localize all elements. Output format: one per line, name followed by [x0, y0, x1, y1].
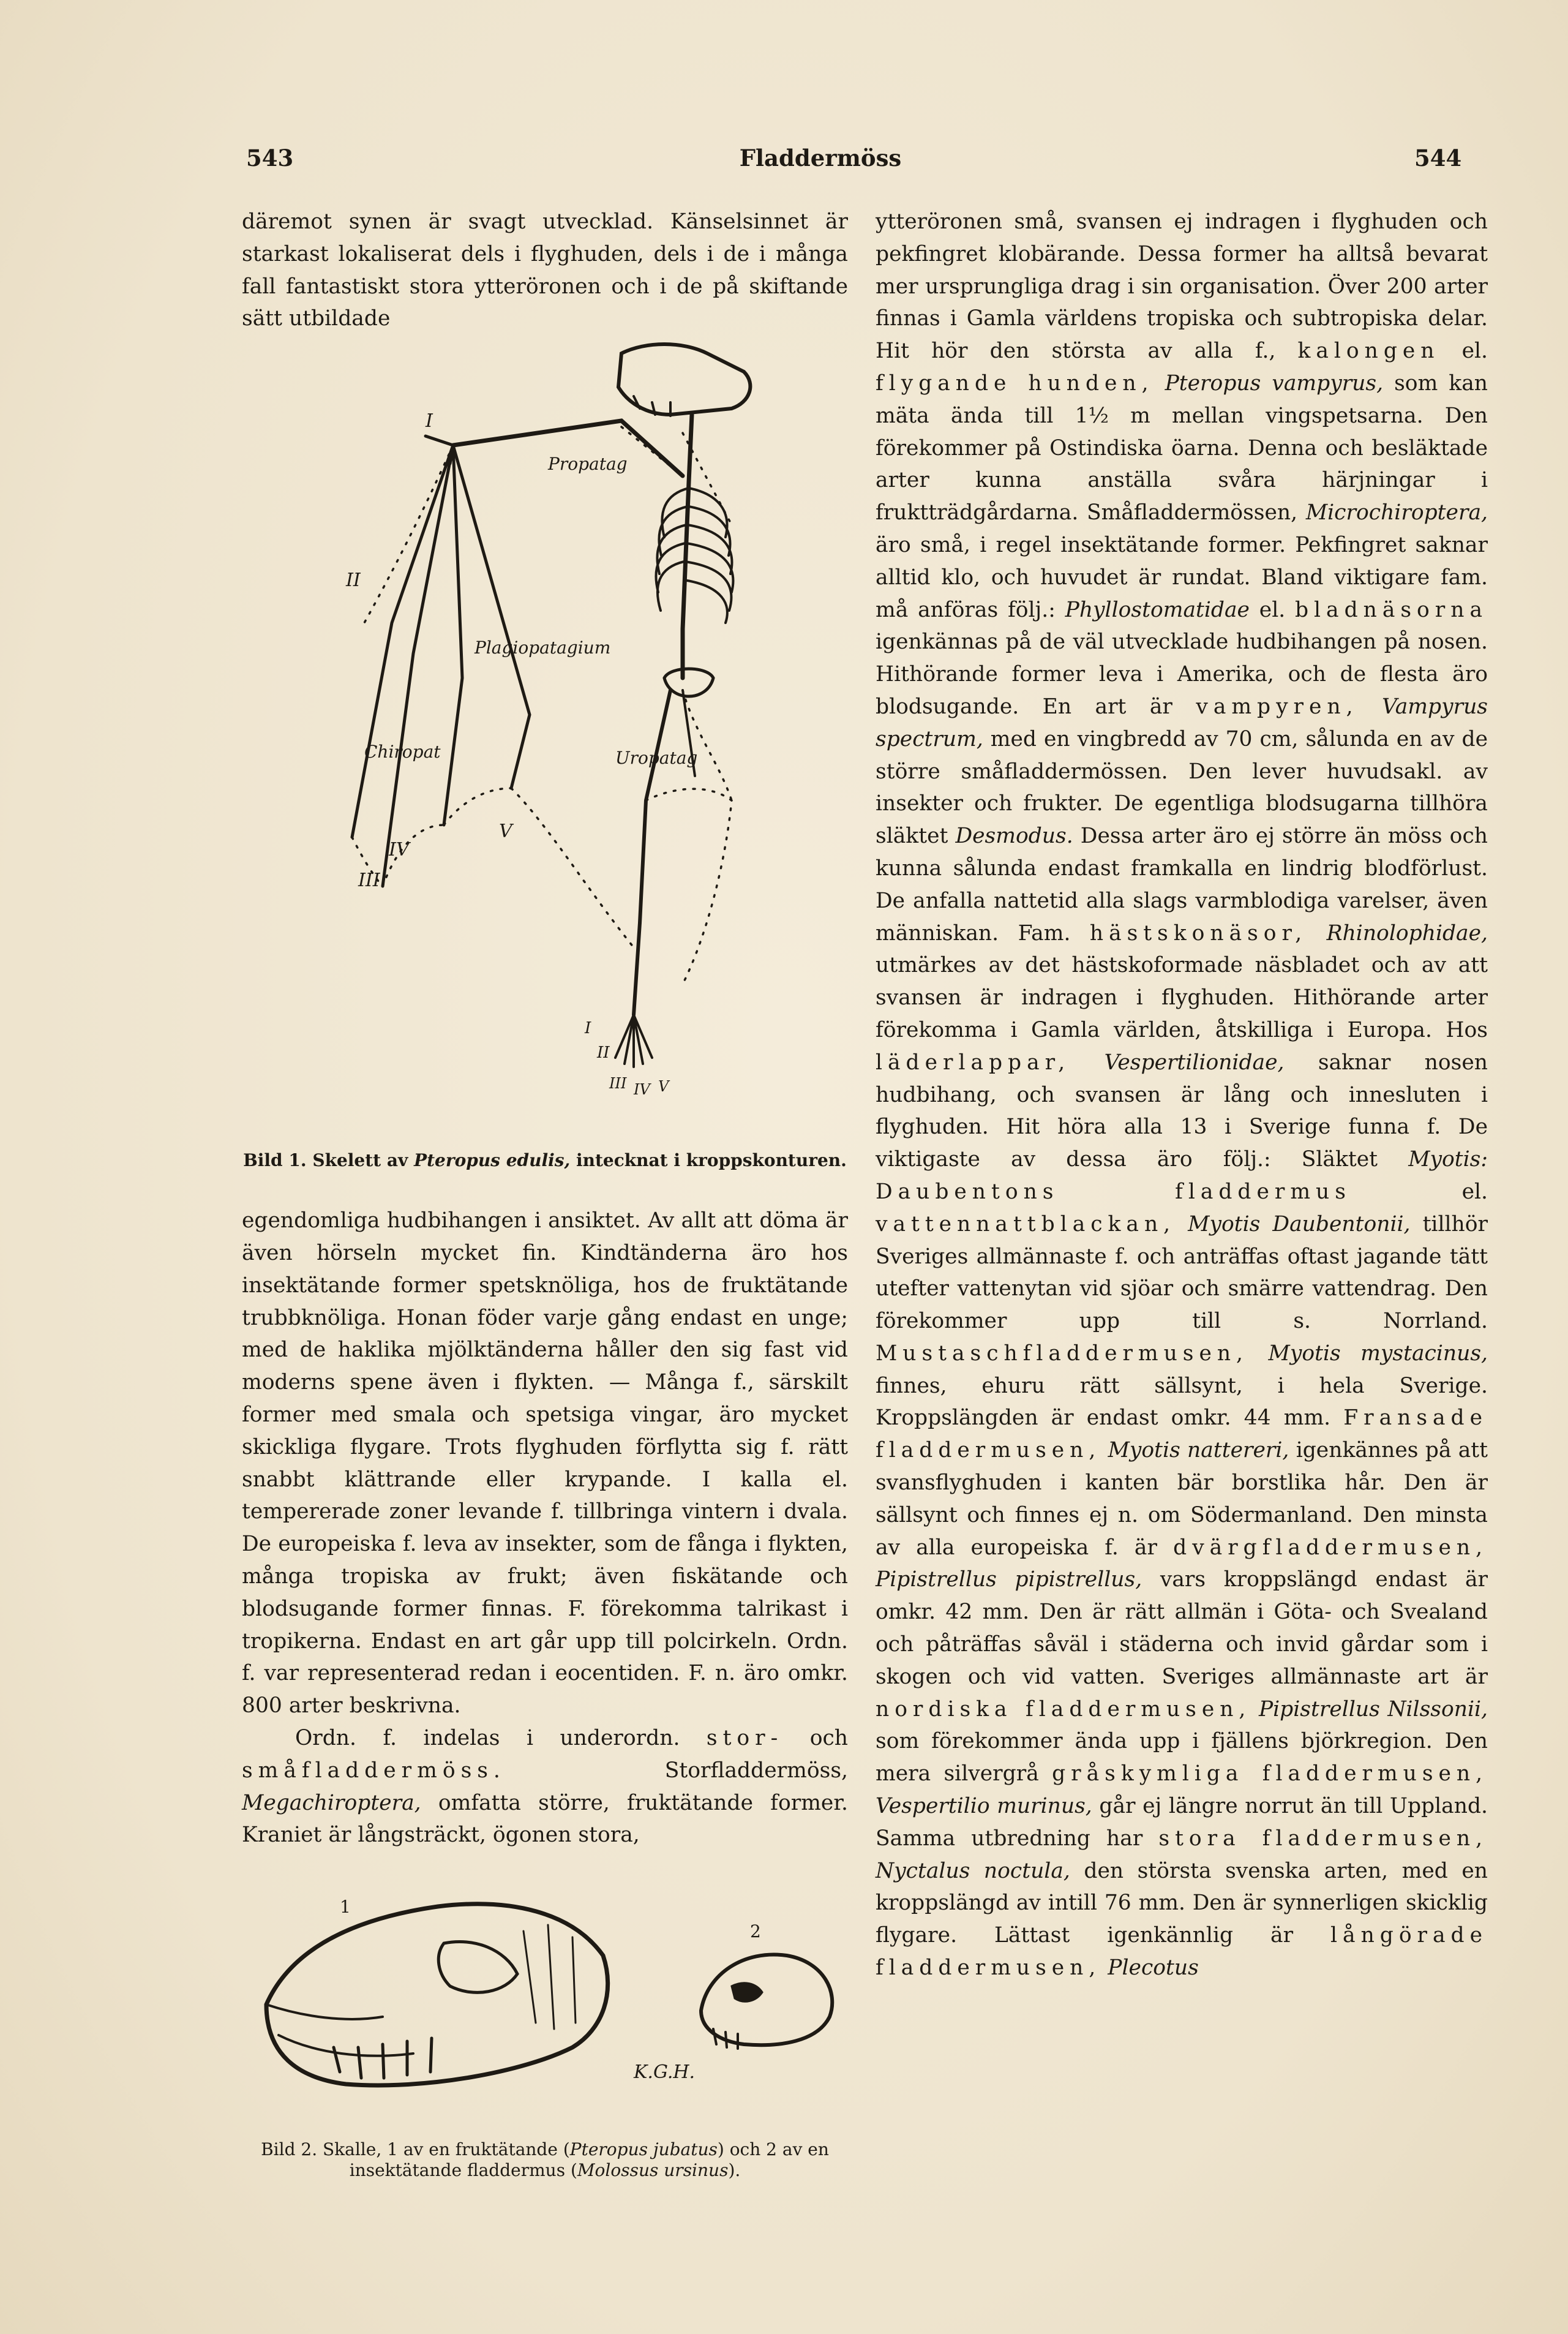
rt-47: den största svenska arten, med en kroppslängd av intill 76 mm. Den är synnerligen skicklig flygare. Lättast igenkännlig är — [876, 1858, 1488, 1948]
rt-myotis: Myotis: — [1408, 1147, 1488, 1172]
rt-15: med en vingbredd av 70 cm, sålunda en av de större småfladdermössen. Den lever huvudsakl. av insekter och frukter. De egentliga blodsugarna tillhöra släktet — [876, 726, 1488, 849]
rt-01: ytteröronen små, svansen ej indragen i flyghuden och pekfingret klobärande. Dessa former ha alltså bevarat mer ursprungliga drag i sin organisation. Över 200 arter finnas i Gamla världens tropiska och subtropiska delar. Hit hör den största av alla f., — [876, 209, 1488, 364]
rt-phyllostomatidae: Phyllostomatidae — [1065, 597, 1250, 622]
figure-1-caption-species: Pteropus edulis, — [414, 1150, 571, 1171]
figure-2-caption-c: ). — [728, 2160, 741, 2181]
rt-pteropus-vampyrus: Pteropus vampyrus, — [1165, 371, 1384, 396]
right-column — [876, 206, 1488, 1984]
rt-langorade-fladdermusen: långörade fladdermusen, — [876, 1923, 1488, 1981]
rt-41: som förekommer ända upp i fjällens björkregion. Den mera silvergrå — [876, 1729, 1488, 1786]
para3-text-b: och — [809, 1725, 849, 1750]
rt-vespertilionidae: Vespertilionidae, — [1104, 1050, 1285, 1075]
figure-1-caption-post: intecknat i kroppskonturen. — [576, 1150, 847, 1171]
bat-skeleton-illustration — [242, 335, 848, 1143]
rt-23: saknar nosen hudbihang, och svansen är lång och innesluten i flyghuden. Hit höra alla 13 i Sverige funna f. De viktigaste av dessa äro följ.: Släktet — [876, 1050, 1488, 1172]
skull-label-2: 2 — [750, 1921, 761, 1942]
rt-microchiroptera: Microchiroptera, — [1305, 500, 1488, 525]
rt-06: som kan mäta ända till 1½ m mellan vingspetsarna. Den förekommer på Ostindiska öarna. Denna och besläktade arter kunna anställa svåra härjningar i fruktträdgårdarna. Småfladdermössen, — [876, 371, 1488, 525]
rt-20: utmärkes av det hästskoformade näsbladet och av att svansen är indragen i flyghuden. Hithörande arter förekomma i Gamla världen, åtskilliga i Europa. Hos — [876, 953, 1488, 1042]
rt-vampyrus-spectrum: Vampyrus spectrum, — [876, 694, 1488, 751]
page-number-left: 543 — [246, 145, 294, 171]
rt-38: vars kroppslängd endast är omkr. 42 mm. Den är rätt allmän i Göta- och Svealand och påträffas såväl i städerna och invid gårdar som i skogen och vid vatten. Sveriges allmännaste art är — [876, 1567, 1488, 1689]
label-foot-I: I — [585, 1019, 591, 1038]
label-propatag: Propatag — [548, 454, 628, 475]
skull-illustrations — [242, 1870, 848, 2139]
rt-35: igenkännes på att svansflyghuden i kanten bär borstlika hår. Den är sällsynt och finnes ej n. om Södermanland. Den minsta av alla europeiska f. är — [876, 1438, 1488, 1560]
label-digit-V: V — [499, 821, 512, 843]
rt-bladnasorna: bladnäsorna — [1295, 597, 1488, 622]
figure-2-caption-species-1: Pteropus jubatus — [569, 2139, 718, 2160]
rt-08: äro små, i regel insektätande former. Pekfingret saknar alltid klo, och huvudet är rundat. Bland viktigare fam. må anföras följ.: — [876, 532, 1488, 622]
left-para-1: däremot synen är svagt utvecklad. Känselsinnet är starkast lokaliserat dels i flyghuden, dels i de i många fall fantastiskt stora ytteröronen och i de på skiftande sätt utbildade — [242, 209, 848, 331]
rt-nyctalus-noctula: Nyctalus noctula, — [876, 1858, 1070, 1883]
rt-hastskonasor: hästskonäsor, — [1089, 920, 1308, 946]
figure-1-caption-pre: Skelett av — [312, 1150, 408, 1171]
figure-2-caption-a: Bild 2. Skalle, 1 av en fruktätande ( — [261, 2139, 570, 2160]
rt-graskymliga-fladdermusen: gråskymliga fladdermusen, — [1052, 1761, 1488, 1786]
rt-dvargfladdermusen: dvärgfladdermusen, — [1173, 1535, 1488, 1560]
label-foot-II: II — [597, 1044, 610, 1063]
label-digit-III: III — [358, 870, 380, 892]
rt-03: el. — [1461, 339, 1488, 364]
para3-sma: småfladdermöss. — [242, 1758, 506, 1783]
label-digit-IV: IV — [389, 839, 410, 861]
illustrator-signature: K.G.H. — [634, 2061, 696, 2084]
rt-12: igenkännas på de väl utvecklade hudbihangen på nosen. Hithörande former leva i Amerika, och de flesta äro blodsugande. En art är — [876, 630, 1488, 719]
rt-pipistrellus-pipistrellus: Pipistrellus pipistrellus, — [876, 1567, 1142, 1592]
rt-17: Dessa arter äro ej större än möss och kunna sålunda endast framkalla en lindrig blodförlust. De anfalla nattetid alla slags varmblodiga varelser, även människan. Fam. — [876, 824, 1488, 946]
label-uropatag: Uropatag — [615, 748, 698, 769]
rt-vespertilio-murinus: Vespertilio murinus, — [876, 1794, 1092, 1819]
figure-2 — [242, 1870, 848, 2213]
rt-32: finnes, ehuru rätt sällsynt, i hela Sverige. Kroppslängden är endast omkr. 44 mm. — [876, 1373, 1488, 1431]
para3-text-d: omfatta större, fruktätande former. Kraniet är långsträckt, ögonen stora, — [242, 1790, 849, 1848]
rt-44: går ej längre norrut än till Uppland. Samma utbredning har — [876, 1794, 1488, 1851]
right-body-text — [876, 206, 1488, 1984]
left-para-2: egendomliga hudbihangen i ansiktet. Av allt att döma är även hörseln mycket fin. Kindtänderna äro hos insektätande former spetsknöliga, hos de fruktätande trubbknöliga. Honan föder varje gång endast en unge; med de haklika mjölktänderna håller den sig fast vid moderns spene även i flykten. — Många f., särskilt former med smala och spetsiga vingar, äro mycket skickliga flygare. Trots flyghuden förflytta sig f. rätt snabbt klättrande eller krypande. I kalla el. tempererade zoner levande f. tillbringa vintern i dvala. De europeiska f. leva av insekter, som de fånga i flykten, många tropiska av frukt; även fiskätande och blodsugande former finnas. F. förekomma talrikast i tropikerna. Endast en art går upp till polcirkeln. Ordn. f. var representerad redan i eocentiden. F. n. äro omkr. 800 arter beskrivna. — [242, 1208, 848, 1719]
rt-myotis-nattereri: Myotis nattereri, — [1108, 1438, 1289, 1463]
para3-megachiroptera: Megachiroptera, — [242, 1790, 421, 1815]
rt-stora-fladdermusen: stora fladdermusen, — [1158, 1826, 1488, 1851]
rt-fransade-fladdermusen: Fransade fladdermusen, — [876, 1406, 1488, 1463]
rt-mustaschfladdermusen: Mustaschfladdermusen, — [876, 1341, 1248, 1366]
page-number-right: 544 — [1414, 145, 1462, 171]
running-title: Fladdermöss — [739, 145, 902, 171]
rt-vattennattblackan: vattennattblackan, — [876, 1211, 1176, 1237]
para3-text-a: Ordn. f. indelas i underordn. — [294, 1725, 680, 1750]
figure-1-caption — [242, 1150, 848, 1172]
figure-2-caption-species-2: Molossus ursinus — [577, 2160, 729, 2181]
label-foot-III: III — [609, 1075, 627, 1093]
rt-nordiska-fladdermusen: nordiska fladdermusen, — [876, 1696, 1251, 1722]
label-digit-II: II — [346, 570, 361, 592]
label-digit-I: I — [426, 410, 433, 432]
rt-plecotus: Plecotus — [1108, 1956, 1199, 1981]
left-column — [242, 206, 848, 2213]
para3-text-c: Storfladdermöss, — [664, 1758, 848, 1783]
figure-2-caption — [242, 2139, 848, 2181]
figure-1-caption-lead: Bild 1. — [243, 1150, 307, 1171]
left-para-3 — [242, 1722, 848, 1851]
figure-1 — [242, 335, 848, 1205]
rt-laderlappar: läderlappar, — [876, 1050, 1071, 1075]
skull-label-1: 1 — [340, 1897, 351, 1918]
figure-2-caption-b: ) och 2 av en insektätande fladdermus ( — [349, 2139, 829, 2181]
rt-10: el. — [1259, 597, 1286, 622]
rt-desmodus: Desmodus. — [955, 824, 1073, 849]
label-foot-IV: IV — [634, 1081, 650, 1099]
rt-29: tillhör Sveriges allmännaste f. och anträffas oftast jagande tätt utefter vattenytan vid sjöar och smärre vattendrag. Den förekommer upp till s. Norrland. — [876, 1211, 1488, 1334]
rt-pipistrellus-nilssonii: Pipistrellus Nilssonii, — [1258, 1696, 1488, 1722]
rt-vampyren: vampyren, — [1196, 694, 1359, 719]
rt-myotis-mystacinus: Myotis mystacinus, — [1268, 1341, 1488, 1366]
rt-myotis-daubentonii: Myotis Daubentonii, — [1188, 1211, 1411, 1237]
label-foot-V: V — [658, 1078, 669, 1096]
rt-kalongen: kalongen — [1297, 339, 1440, 364]
rt-daubentons-fladdermus: Daubentons fladdermus — [876, 1179, 1351, 1204]
para3-stor: stor- — [706, 1725, 784, 1750]
rt-26: el. — [1461, 1179, 1488, 1204]
rt-rhinolophidae: Rhinolophidae, — [1326, 920, 1488, 946]
rt-flygande-hunden: flygande hunden, — [876, 371, 1154, 396]
label-plagiopatagium: Plagiopatagium — [475, 638, 611, 658]
label-chiropat: Chiropat — [364, 742, 441, 762]
